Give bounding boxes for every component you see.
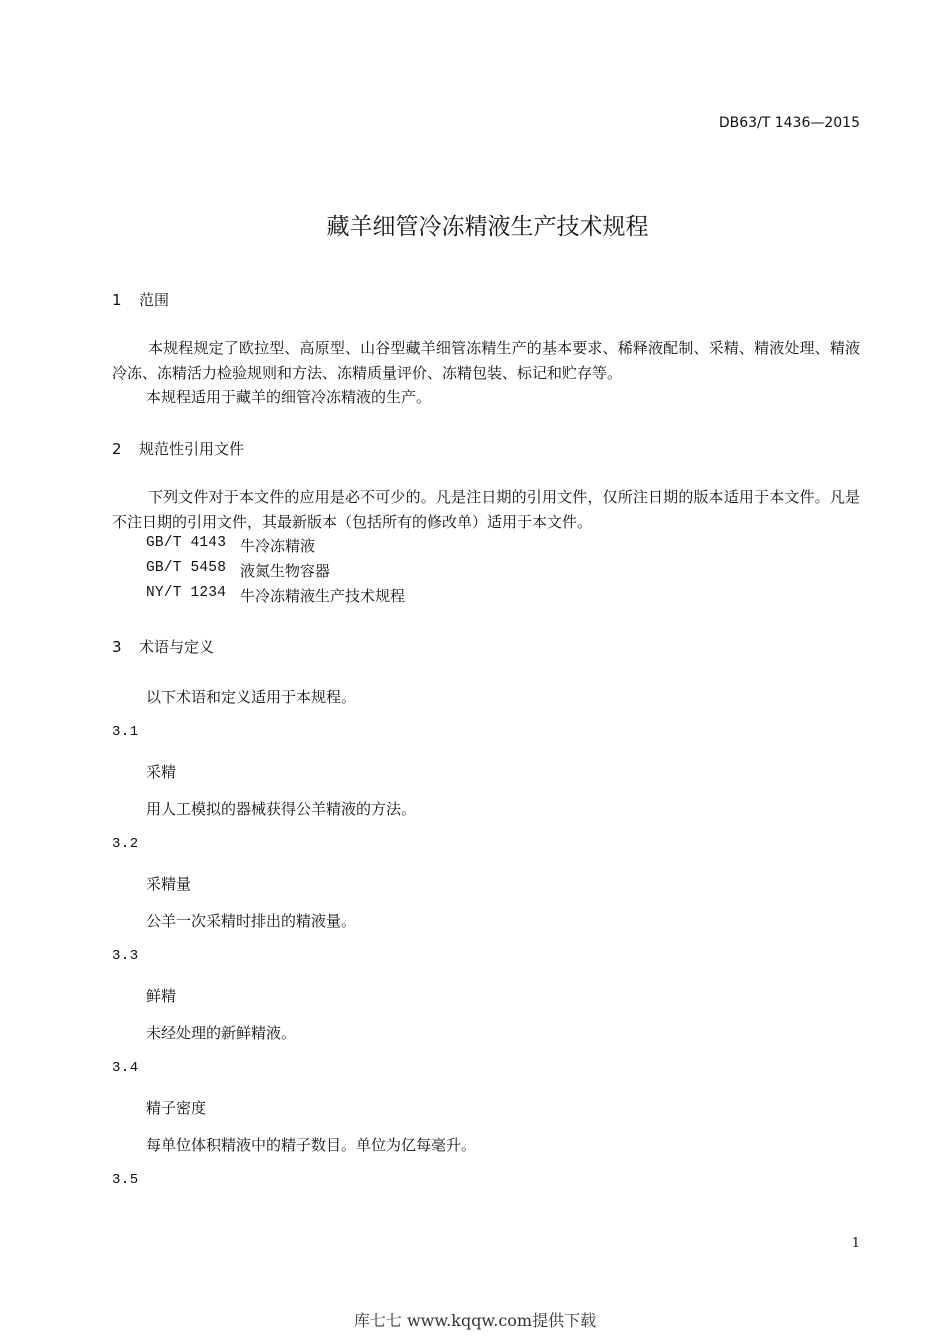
terms-intro: 以下术语和定义适用于本规程。 xyxy=(146,688,357,706)
standard-code: DB63/T 1436—2015 xyxy=(718,115,860,131)
section-3-heading xyxy=(112,636,214,657)
scope-applicability: 本规程适用于藏羊的细管冷冻精液的生产。 xyxy=(146,388,432,406)
reference-item xyxy=(146,535,315,556)
term-name: 鲜精 xyxy=(146,987,177,1005)
section-1-heading xyxy=(112,289,169,310)
term-definition: 每单位体积精液中的精子数目。单位为亿每毫升。 xyxy=(146,1136,477,1154)
reference-title: 牛冷冻精液 xyxy=(240,537,316,555)
section-number: 2 xyxy=(112,440,122,458)
reference-code: GB/T 4143 xyxy=(146,535,227,551)
reference-title: 牛冷冻精液生产技术规程 xyxy=(240,587,406,605)
page-number: 1 xyxy=(851,1236,860,1251)
term-name: 采精 xyxy=(146,763,177,781)
reference-code: NY/T 1234 xyxy=(146,585,227,601)
section-title: 规范性引用文件 xyxy=(139,440,245,458)
references-paragraph: 下列文件对于本文件的应用是必不可少的。凡是注日期的引用文件，仅所注日期的版本适用于本文件。凡是不注日期的引用文件，其最新版本（包括所有的修改单）适用于本文件。 xyxy=(112,488,860,531)
section-2-heading xyxy=(112,438,244,459)
clause-number: 3.3 xyxy=(112,948,139,964)
term-definition: 未经处理的新鲜精液。 xyxy=(146,1024,297,1042)
reference-title: 液氮生物容器 xyxy=(240,562,331,580)
clause-number: 3.1 xyxy=(112,724,139,740)
section-number: 1 xyxy=(112,291,122,309)
term-name: 采精量 xyxy=(146,875,192,893)
clause-number: 3.4 xyxy=(112,1060,139,1076)
section-number: 3 xyxy=(112,638,122,656)
clause-number: 3.5 xyxy=(112,1172,139,1188)
reference-item xyxy=(146,560,330,581)
term-definition: 公羊一次采精时排出的精液量。 xyxy=(146,912,357,930)
reference-code: GB/T 5458 xyxy=(146,560,227,576)
term-name: 精子密度 xyxy=(146,1099,207,1117)
section-title: 术语与定义 xyxy=(139,638,215,656)
scope-paragraph: 本规程规定了欧拉型、高原型、山谷型藏羊细管冻精生产的基本要求、稀释液配制、采精、精液处理、精液冷冻、冻精活力检验规则和方法、冻精质量评价、冻精包装、标记和贮存等。 xyxy=(112,339,860,382)
download-footer: 库七七 www.kqqw.com提供下载 xyxy=(353,1311,597,1330)
section-title: 范围 xyxy=(139,291,170,309)
document-title: 藏羊细管冷冻精液生产技术规程 xyxy=(326,214,649,240)
term-definition: 用人工模拟的器械获得公羊精液的方法。 xyxy=(146,800,417,818)
reference-item xyxy=(146,585,405,606)
clause-number: 3.2 xyxy=(112,836,139,852)
